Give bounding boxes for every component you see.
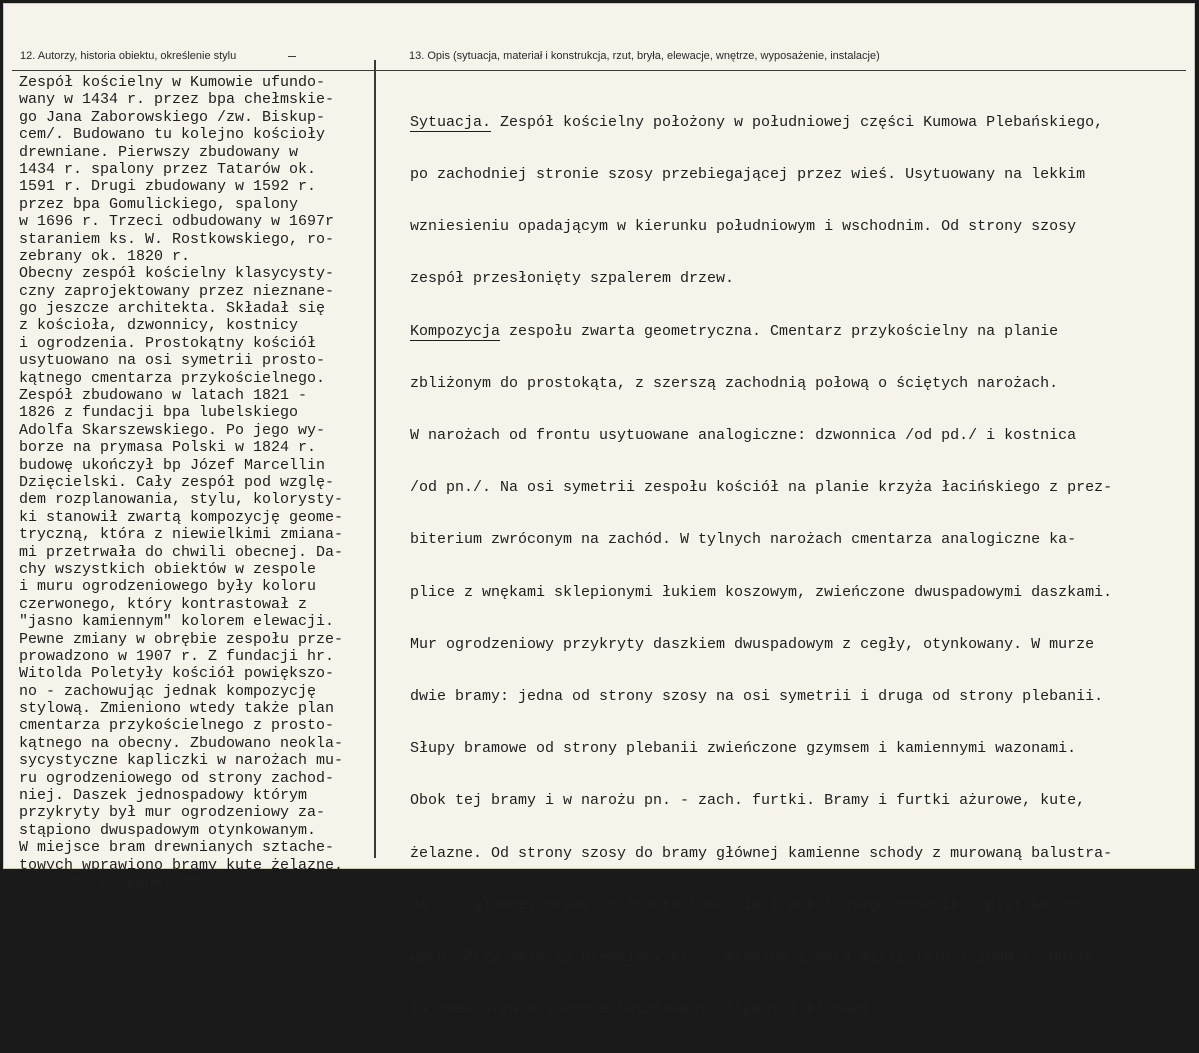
text-line: cmentarza przykościelnego z prosto- <box>19 717 335 735</box>
text-line: 1591 r. Drugi zbudowany w 1592 r. <box>19 178 317 196</box>
composition-heading: Kompozycja <box>410 322 501 340</box>
text-line: staraniem ks. W. Rostkowskiego, ro- <box>19 230 335 248</box>
text-line: ki stanowił zwartą kompozycję geome- <box>19 508 344 526</box>
text-line: biterium zwróconym na zachód. W tylnych narożach cmentarza analogiczne ka- <box>410 531 1077 549</box>
text-line: Adolfa Skarszewskiego. Po jego wy- <box>19 421 326 439</box>
text-line: Mur ogrodzeniowy przykryty daszkiem dwuspadowym z cegły, otynkowany. W murze <box>410 635 1095 653</box>
text-line: wany w 1434 r. przez bpa chełmskie- <box>19 91 335 109</box>
text-line: wzniesieniu opadającym w kierunku południowym i wschodnim. Od strony szosy <box>410 218 1077 236</box>
text-line: towych wprawiono bramy kute żelazne. <box>19 856 344 874</box>
text-line: Zespół zbudowano w latach 1821 - <box>19 387 308 405</box>
text-line: chy wszystkich obiektów w zespole <box>19 560 317 578</box>
situation-text: Zespół kościelny położony w południowej części Kumowa Plebańskiego, <box>491 113 1104 131</box>
text-line: borze na prymasa Polski w 1824 r. <box>19 439 317 457</box>
document-page <box>3 3 1195 1019</box>
column-divider-line <box>374 60 376 858</box>
text-line: sycystyczne kapliczki w narożach mu- <box>19 752 344 770</box>
text-line: niej. Daszek jednospadowy którym <box>19 787 308 805</box>
text-line: wych. Przy wejściu drewniany krzyż misyjny z datą misji 1970 i 1988 r. Obrze- <box>410 949 1104 967</box>
text-line: dą. Od głównej bramy do frontu kościoła i wokół niego chodnik z płyt betono- <box>410 896 1095 914</box>
text-line: zbliżonym do prostokąta, z szerszą zachodnią połową o ściętych narożach. <box>410 374 1059 392</box>
description-text-column <box>410 79 1112 1053</box>
text-line: budowę ukończył bp Józef Marcellin <box>19 456 326 474</box>
text-line: w 1696 r. Trzeci odbudowany w 1697r <box>19 213 335 231</box>
header-tick-mark <box>288 56 296 57</box>
text-line: stąpiono dwuspadowym otynkowanym. <box>19 821 317 839</box>
situation-heading: Sytuacja. <box>410 113 492 131</box>
history-text-column <box>19 74 343 891</box>
text-line: dem rozplanowania, stylu, kolorysty- <box>19 491 344 509</box>
text-line: 1826 z fundacji bpa lubelskiego <box>19 404 299 422</box>
text-line: stylową. Zmieniono wtedy także plan <box>19 700 335 718</box>
section-12-header: 12. Autorzy, historia obiektu, określenie stylu <box>20 50 237 62</box>
text-line: kątnego cmentarza przykościelnego. <box>19 369 326 387</box>
text-line: go jeszcze architekta. Składał się <box>19 300 326 318</box>
text-line: Obok tej bramy i w narożu pn. - zach. furtki. Bramy i furtki ażurowe, kute, <box>410 792 1086 810</box>
text-line: plice z wnękami sklepionymi łukiem koszowym, zwieńczone dwuspadowymi daszkami. <box>410 583 1113 601</box>
text-line: cem/. Budowano tu kolejno kościoły <box>19 126 326 144</box>
text-line: kątnego na obecny. Zbudowano neokla- <box>19 734 344 752</box>
text-line: drewniane. Pierwszy zbudowany w <box>19 143 299 161</box>
text-line: Obecny zespół kościelny klasycysty- <box>19 265 335 283</box>
text-line: przykryty był mur ogrodzeniowy za- <box>19 804 326 822</box>
text-line: i muru ogrodzeniowego były koloru <box>19 578 317 596</box>
text-line: mi przetrwała do chwili obecnej. Da- <box>19 543 344 561</box>
text-line <box>410 323 1112 340</box>
text-line: z kościoła, dzwonnicy, kostnicy <box>19 317 299 335</box>
text-line: W narożach od frontu usytuowane analogiczne: dzwonnica /od pd./ i kostnica <box>410 427 1077 445</box>
composition-text: zespołu zwarta geometryczna. Cmentarz przykościelny na planie <box>500 322 1059 340</box>
section-13-header: 13. Opis (sytuacja, materiał i konstrukcja, rzut, bryła, elewacje, wnętrze, wyposażenie, instalacje) <box>409 50 880 62</box>
text-line: tryczną, która z niewielkimi zmiana- <box>19 526 344 544</box>
text-line: ża cmentarza obsadzone kasztanami, lipami i klonami. <box>410 1001 879 1019</box>
text-line: no - zachowując jednak kompozycję <box>19 682 317 700</box>
text-line: go Jana Zaborowskiego /zw. Biskup- <box>19 108 326 126</box>
text-line: czny zaprojektowany przez nieznane- <box>19 282 335 300</box>
text-line: "jasno kamiennym" kolorem elewacji. <box>19 613 335 631</box>
text-line <box>410 114 1112 131</box>
text-line: W miejsce bram drewnianych sztache- <box>19 839 335 857</box>
text-line: usytuowano na osi symetrii prosto- <box>19 352 326 370</box>
text-line: Witolda Poletyły kościół powiększo- <box>19 665 335 683</box>
text-line: /od pn./. Na osi symetrii zespołu kościół na planie krzyża łacińskiego z prez- <box>410 479 1113 497</box>
text-line: zespół przesłonięty szpalerem drzew. <box>410 270 735 288</box>
text-line: ru ogrodzeniowego od strony zachod- <box>19 769 335 787</box>
text-line: Dzięcielski. Cały zespół pod wzglę- <box>19 473 335 491</box>
text-line: żelazne. Od strony szosy do bramy głównej kamienne schody z murowaną balustra- <box>410 844 1113 862</box>
text-line: przez bpa Gomulickiego, spalony <box>19 195 299 213</box>
text-line: Słupy bramowe od strony plebanii zwieńczone gzymsem i kamiennymi wazonami. <box>410 740 1077 758</box>
text-line: prowadzono w 1907 r. Z fundacji hr. <box>19 647 335 665</box>
text-line: Zespół kościelny w Kumowie ufundo- <box>19 74 326 91</box>
text-line: dwie bramy: jedna od strony szosy na osi symetrii i druga od strony plebanii. <box>410 688 1104 706</box>
text-line: Pewne zmiany w obrębie zespołu prze- <box>19 630 344 648</box>
header-divider-line <box>12 70 1186 71</box>
text-line: 1434 r. spalony przez Tatarów ok. <box>19 160 317 178</box>
text-line: po zachodniej stronie szosy przebiegającej przez wieś. Usytuowany na lekkim <box>410 166 1086 184</box>
text-line: zebrany ok. 1820 r. <box>19 247 191 265</box>
text-line: c. d. punkt 18 <box>19 873 200 891</box>
text-line: i ogrodzenia. Prostokątny kościół <box>19 334 317 352</box>
text-line: czerwonego, który kontrastował z <box>19 595 308 613</box>
